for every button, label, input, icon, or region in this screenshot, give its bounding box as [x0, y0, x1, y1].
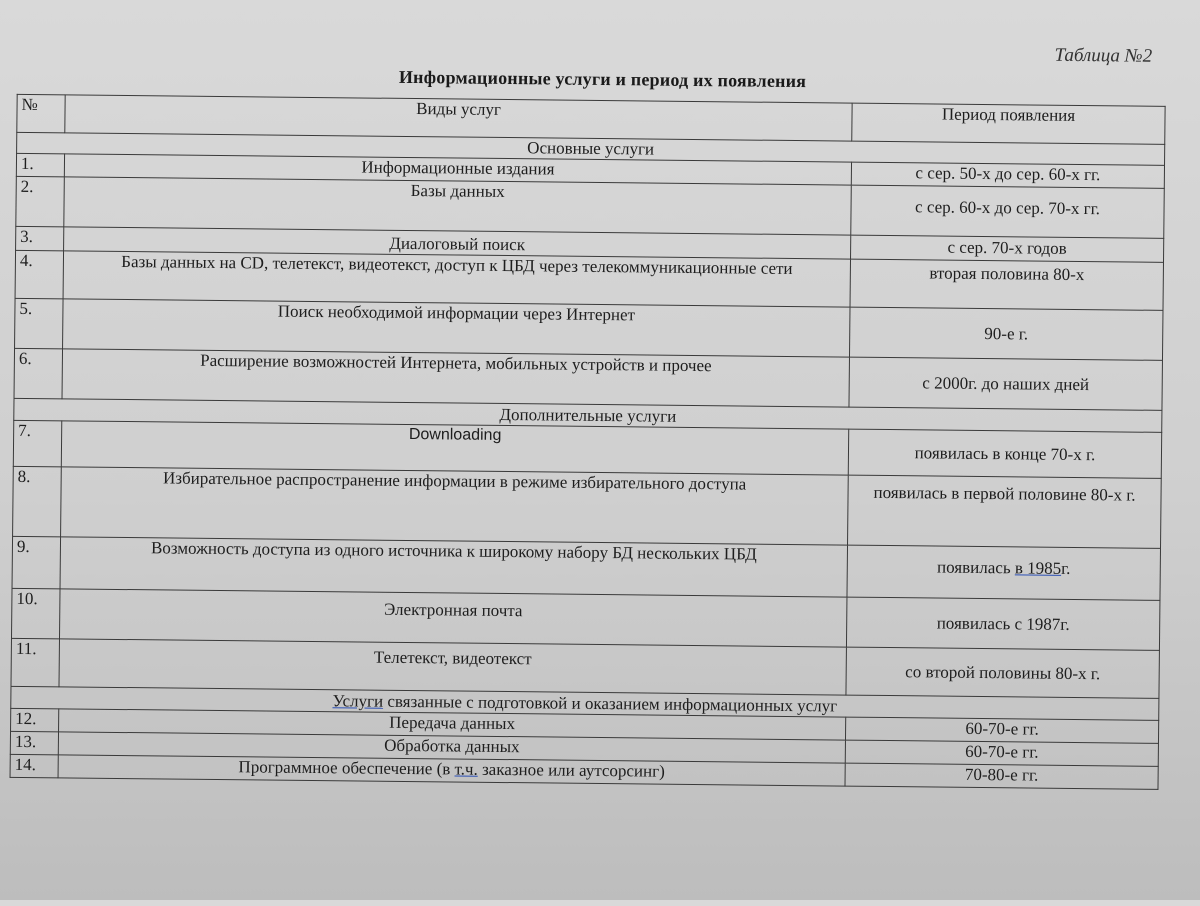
row-num: 12. [11, 708, 59, 732]
service-link: т.ч. [454, 759, 478, 779]
row-period: появилась в конце 70-х г. [848, 429, 1161, 478]
header-num: № [17, 94, 65, 133]
row-period: появилась в 1985г. [847, 545, 1161, 600]
row-num: 9. [12, 536, 61, 588]
row-service: Расширение возможностей Интернета, мобильных устройств и прочее [62, 349, 849, 407]
row-service: Информационные издания [64, 154, 851, 185]
row-service: Программное обеспечение (в т.ч. заказное или аутсорсинг) [58, 755, 845, 786]
row-service: Диалоговый поиск [64, 227, 851, 259]
header-services: Виды услуг [65, 95, 852, 141]
row-num: 3. [16, 226, 64, 251]
row-period: с сер. 50-х до сер. 60-х гг. [851, 162, 1164, 188]
row-period: с сер. 60-х до сер. 70-х гг. [851, 185, 1165, 238]
header-period: Период появления [852, 103, 1165, 144]
services-table [10, 94, 1166, 790]
table-row [13, 466, 1162, 548]
row-period: 70-80-е гг. [845, 763, 1158, 789]
row-num: 7. [13, 420, 61, 467]
row-service: Downloading [61, 421, 848, 475]
section-title: Услуги связанные с подготовкой и оказанием информационных услуг [11, 686, 1159, 720]
section-title-link: Услуги [332, 691, 384, 711]
row-num: 5. [15, 298, 64, 348]
row-period: 60-70-е гг. [845, 740, 1158, 766]
row-num: 4. [15, 250, 64, 299]
row-service: Обработка данных [58, 732, 845, 763]
row-period: появилась с 1987г. [846, 597, 1160, 650]
row-num: 6. [14, 348, 63, 398]
row-period: 60-70-е гг. [845, 717, 1158, 743]
row-num: 14. [10, 754, 58, 778]
table-title: Информационные услуги и период их появления [398, 66, 807, 92]
row-service: Телетекст, видеотекст [59, 639, 846, 695]
row-period: со второй половины 80-х г. [846, 647, 1159, 698]
row-service: Электронная почта [59, 589, 846, 647]
row-service: Передача данных [59, 709, 846, 740]
section-title: Дополнительные услуги [14, 398, 1162, 432]
row-service: Базы данных на CD, телетекст, видеотекст, доступ к ЦБД через телекоммуникационные сети [63, 251, 850, 307]
table-caption: Таблица №2 [1054, 44, 1153, 67]
row-period: 90-е г. [849, 307, 1163, 360]
row-num: 8. [13, 466, 62, 536]
row-service: Избирательное распространение информации в режиме избирательного доступа [61, 467, 849, 545]
row-service: Поиск необходимой информации через Интернет [63, 299, 850, 357]
row-num: 13. [10, 731, 58, 755]
row-num: 10. [11, 588, 60, 638]
period-link: в 1985 [1014, 558, 1062, 578]
row-period: вторая половина 80-х [850, 259, 1163, 310]
row-num: 11. [11, 638, 60, 687]
row-period: появилась в первой половине 80-х г. [848, 475, 1162, 548]
row-period: с сер. 70-х годов [851, 235, 1164, 262]
row-num: 2. [16, 176, 65, 226]
row-period: с 2000г. до наших дней [849, 357, 1163, 410]
row-service: Возможность доступа из одного источника к широкому набору БД нескольких ЦБД [60, 537, 848, 597]
section-title: Основные услуги [17, 132, 1165, 165]
row-service: Базы данных [64, 177, 851, 235]
row-num: 1. [16, 153, 64, 177]
